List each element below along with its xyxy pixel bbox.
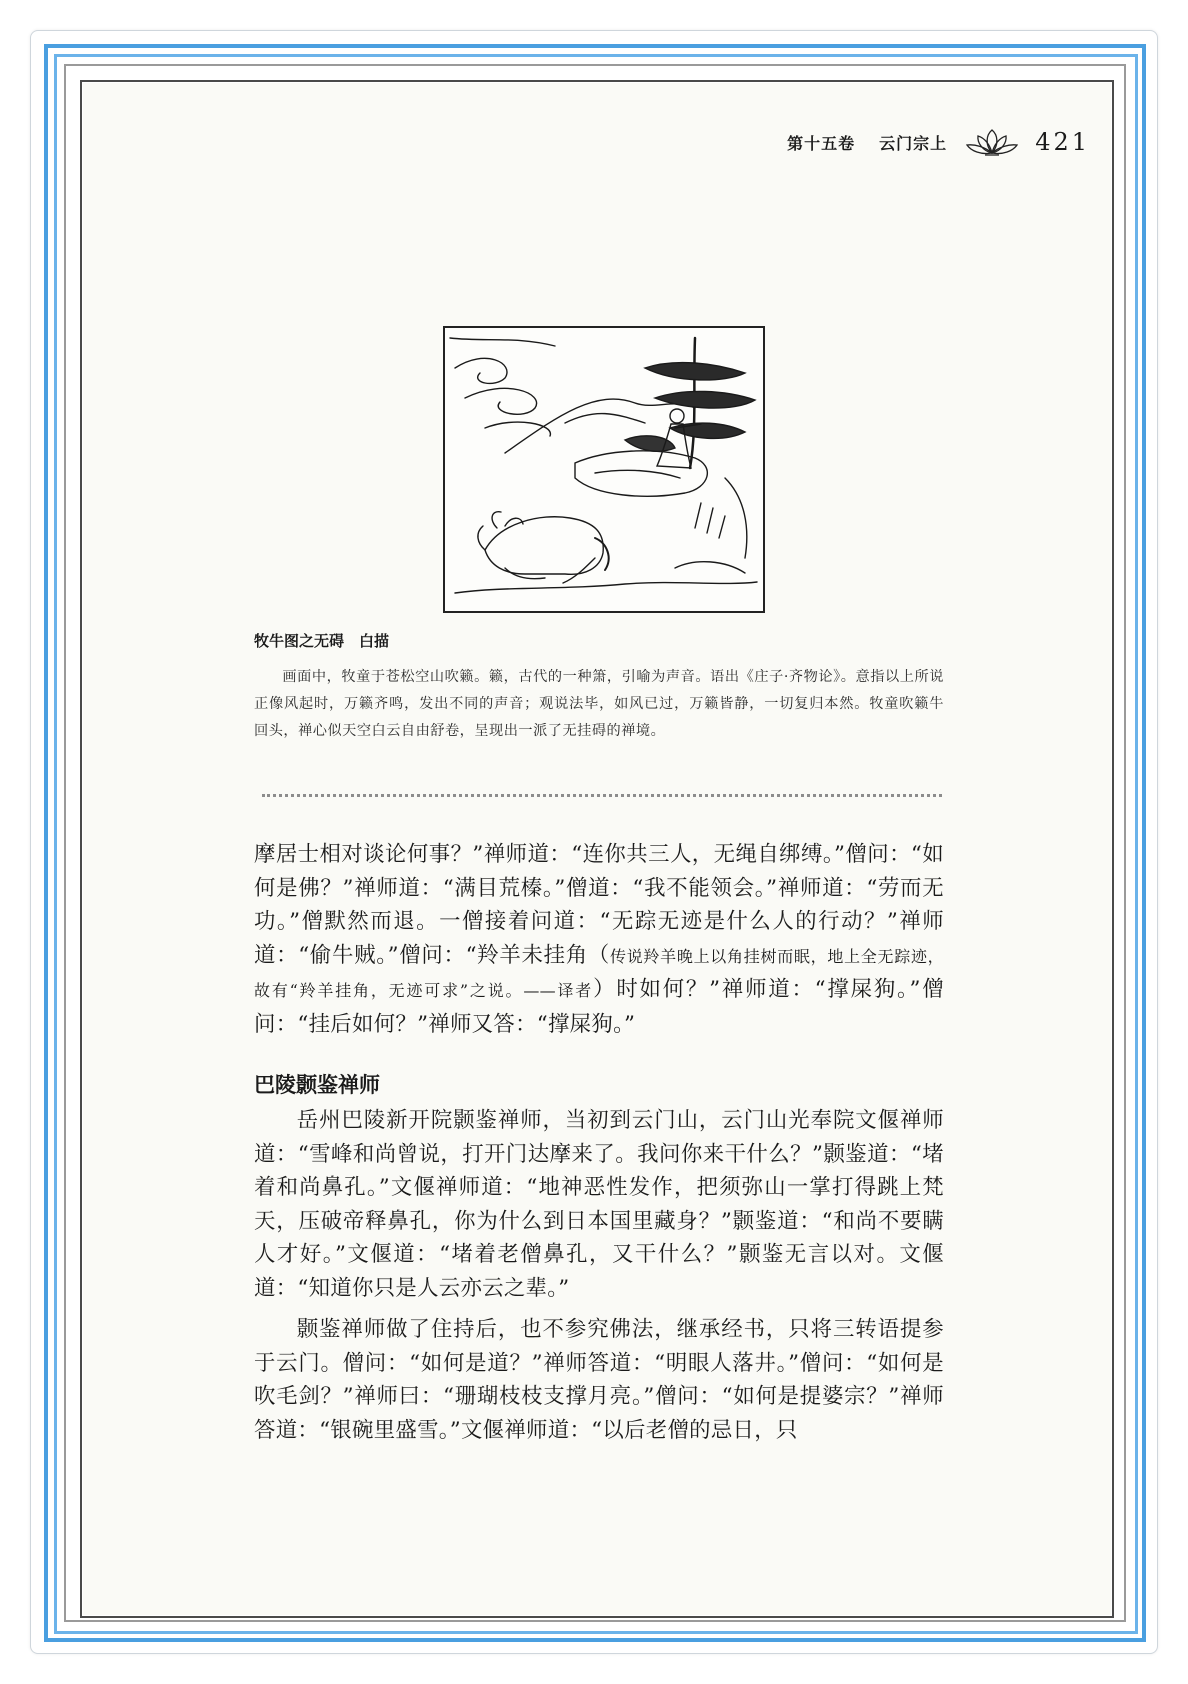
illustration-caption-title: 牧牛图之无碍 白描: [254, 632, 390, 650]
woodblock-drawing: [445, 328, 763, 611]
section-label: 云门宗上: [879, 133, 948, 153]
running-header: [787, 122, 1090, 162]
page-number: 421: [1035, 128, 1090, 156]
paragraph-text: ）时如何？”禅师道：“撑屎狗。”僧问：“挂后如何？”禅师又答：“撑屎狗。”: [254, 977, 944, 1037]
translator-note: 传说羚羊晚上以角挂树而眠，地上全无踪迹，故有“羚羊挂角，无迹可求”之说。——译者: [254, 946, 944, 1000]
paragraph-text: 摩居士相对谈论何事？”禅师道：“连你共三人，无绳自绑缚。”僧问：“如何是佛？”禅师道：“满目荒榛。”僧道：“我不能领会。”禅师道：“劳而无功。”僧默然而退。一僧接着问道：“无踪无迹是什么人的行动？”禅师道：“偷牛贼。”僧问：“羚羊未挂角（: [254, 842, 944, 968]
dotted-divider: [262, 794, 942, 797]
paragraph: 岳州巴陵新开院颢鉴禅师，当初到云门山，云门山光奉院文偃禅师道：“雪峰和尚曾说，打开门达摩来了。我问你来干什么？”颢鉴道：“堵着和尚鼻孔。”文偃禅师道：“地神恶性发作，把须弥山一掌打得跳上梵天，压破帝释鼻孔，你为什么到日本国里藏身？”颢鉴道：“和尚不要瞒人才好。”文偃道：“堵着老僧鼻孔，又干什么？”颢鉴无言以对。文偃道：“知道你只是人云亦云之辈。”: [254, 1108, 944, 1301]
ox-herding-illustration: [443, 326, 765, 613]
lotus-ornament-icon: [965, 127, 1019, 157]
paragraph: 颢鉴禅师做了住持后，也不参究佛法，继承经书，只将三转语提参于云门。僧问：“如何是道？”禅师答道：“明眼人落井。”僧问：“如何是吹毛剑？”禅师曰：“珊瑚枝枝支撑月亮。”僧问：“如何是提婆宗？”禅师答道：“银碗里盛雪。”文偃禅师道：“以后老僧的忌日，只: [254, 1317, 944, 1443]
illustration-caption-body: 画面中，牧童于苍松空山吹籁。籁，古代的一种箫，引喻为声音。语出《庄子·齐物论》。意指以上所说正像风起时，万籁齐鸣，发出不同的声音；观说法毕，如风已过，万籁皆静，一切复归本然。牧童吹籁牛回头，禅心似天空白云自由舒卷，呈现出一派了无挂碍的禅境。: [254, 669, 944, 739]
section-heading: 巴陵颢鉴禅师: [254, 1073, 380, 1097]
volume-label: 第十五卷: [787, 133, 856, 153]
paragraph-continued: [254, 838, 944, 1041]
